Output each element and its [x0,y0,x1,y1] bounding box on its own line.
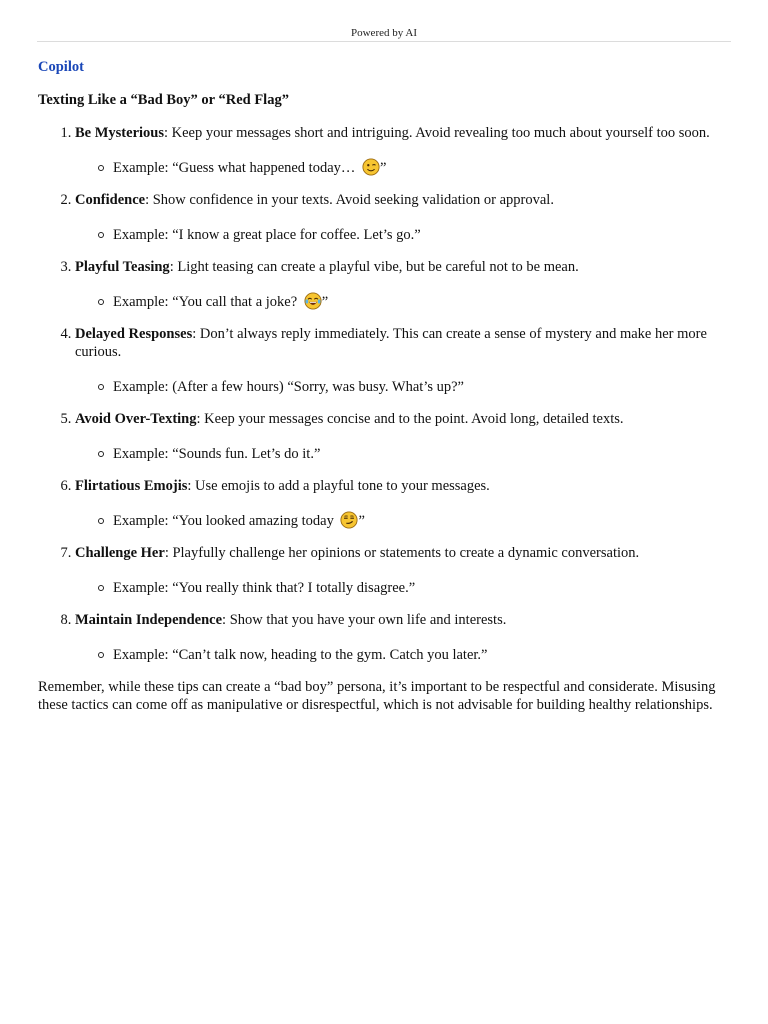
example-list [75,158,728,178]
tip-text: : Show confidence in your texts. Avoid seeking validation or approval. [145,192,554,208]
tears-of-joy-icon [304,292,322,310]
example-text: Example: “I know a great place for coffee. Let’s go.” [113,227,421,243]
tip-title: Challenge Her [75,545,165,561]
bullet-icon [98,518,104,524]
tips-list [38,124,728,665]
tip-item [75,611,728,665]
tip-text: : Light teasing can create a playful vibe, but be careful not to be mean. [169,259,579,275]
example-text: Example: “Guess what happened today… [113,160,360,176]
tip-text: : Keep your messages short and intriguing. Avoid revealing too much about yourself too soon. [164,125,710,141]
bullet-icon [98,165,104,171]
tip-item [75,544,728,598]
example-list [75,645,728,665]
tip-item [75,325,728,397]
example-list [75,225,728,245]
example-text: Example: (After a few hours) “Sorry, was busy. What’s up?” [113,379,464,395]
example-item [113,645,728,665]
example-item [113,225,728,245]
tip-item [75,191,728,245]
example-text: Example: “You looked amazing today [113,513,338,529]
example-list [75,292,728,312]
example-item [113,511,728,531]
example-suffix: ” [380,160,387,176]
tip-title: Delayed Responses [75,326,193,342]
example-text: Example: “Can’t talk now, heading to the gym. Catch you later.” [113,647,488,663]
bullet-icon [98,451,104,457]
tip-item [75,410,728,464]
example-item [113,578,728,598]
tip-text: : Keep your messages concise and to the point. Avoid long, detailed texts. [196,411,624,427]
tip-text: : Show that you have your own life and interests. [222,612,507,628]
example-list [75,578,728,598]
example-text: Example: “Sounds fun. Let’s do it.” [113,446,321,462]
example-list [75,444,728,464]
tip-text: : Use emojis to add a playful tone to your messages. [187,478,490,494]
bullet-icon [98,384,104,390]
bullet-icon [98,232,104,238]
example-item [113,377,728,397]
example-suffix: ” [358,513,365,529]
smirking-face-icon [340,511,358,529]
example-list [75,511,728,531]
example-suffix: ” [321,294,329,310]
tip-title: Playful Teasing [75,259,170,275]
bullet-icon [98,299,104,305]
example-text: Example: “You really think that? I totally disagree.” [113,580,416,596]
tip-item [75,124,728,178]
response-content [38,58,728,714]
tip-title: Avoid Over-Texting [75,411,197,427]
tip-text: : Don’t always reply immediately. This can create a sense of mystery and make her more curious. [75,326,707,360]
bullet-icon [98,652,104,658]
tip-title: Be Mysterious [75,125,164,141]
tip-text: : Playfully challenge her opinions or statements to create a dynamic conversation. [164,545,640,561]
example-item [113,158,728,178]
example-item [113,444,728,464]
example-text: Example: “You call that a joke? [113,294,301,310]
example-list [75,377,728,397]
tip-item [75,477,728,531]
tip-title: Confidence [75,192,146,208]
bullet-icon [98,585,104,591]
tip-title: Flirtatious Emojis [75,478,188,494]
powered-by-label: Powered by AI [351,27,417,39]
closing-note: Remember, while these tips can create a “bad boy” persona, it’s important to be respectful and considerate. Misusing these tactics can come off as manipulative or disrespectful, which is not advisable for building healthy relationships. [38,679,716,713]
example-item [113,292,728,312]
document-title: Texting Like a “Bad Boy” or “Red Flag” [38,92,289,108]
winking-face-icon [362,158,380,176]
tip-title: Maintain Independence [75,612,223,628]
assistant-name: Copilot [38,59,84,75]
tip-item [75,258,728,312]
header-divider [37,41,731,42]
